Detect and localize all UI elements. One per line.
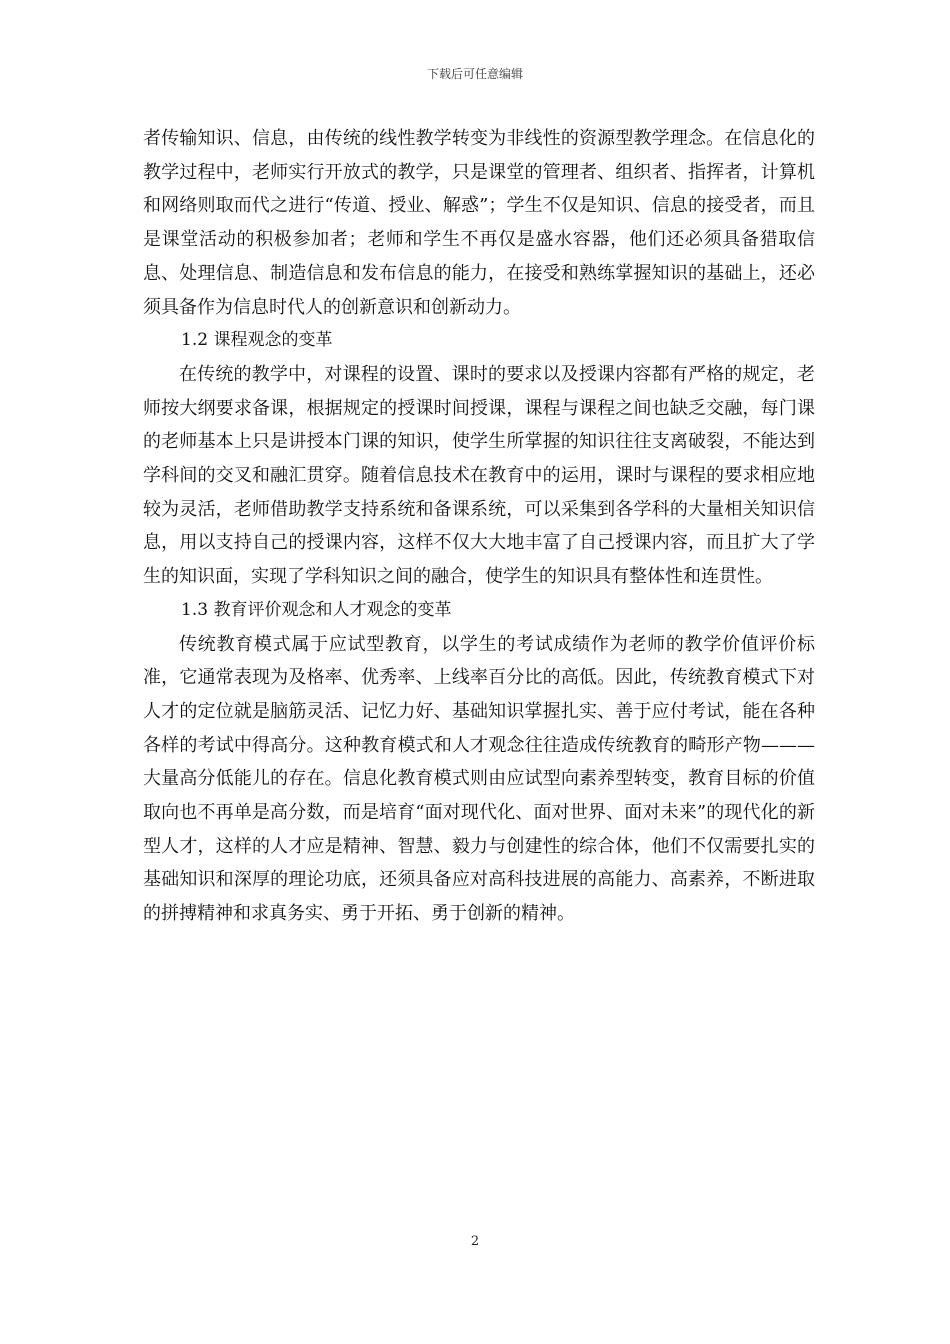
page-number: 2 <box>470 1234 480 1249</box>
document-body <box>143 122 815 931</box>
paragraph-curriculum: 在传统的教学中，对课程的设置、课时的要求以及授课内容都有严格的规定，老师按大纲要求备课，根据规定的授课时间授课，课程与课程之间也缺乏交融，每门课的老师基本上只是讲授本门课的知识，使学生所掌握的知识往往支离破裂，不能达到学科间的交叉和融汇贯穿。随着信息技术在教育中的运用，课时与课程的要求相应地较为灵活，老师借助教学支持系统和备课系统，可以采集到各学科的大量相关知识信息，用以支持自己的授课内容，这样不仅大大地丰富了自己授课内容，而且扩大了学生的知识面，实现了学科知识之间的融合，使学生的知识具有整体性和连贯性。 <box>143 363 815 588</box>
paragraph-evaluation: 传统教育模式属于应试型教育，以学生的考试成绩作为老师的教学价值评价标准，它通常表现为及格率、优秀率、上线率百分比的高低。因此，传统教育模式下对人才的定位就是脑筋灵活、记忆力好、基础知识掌握扎实、善于应付考试，能在各种各样的考试中得高分。这种教育模式和人才观念往往造成传统教育的畸形产物———大量高分低能儿的存在。信息化教育模式则由应试型向素养型转变，教育目标的价值取向也不再单是高分数，而是培育“面对现代化、面对世界、面对未来”的现代化的新型人才，这样的人才应是精神、智慧、毅力与创建性的综合体，他们不仅需要扎实的基础知识和深厚的理论功底，还须具备应对高科技进展的高能力、高素养，不断进取的拼搏精神和求真务实、勇于开拓、勇于创新的精神。 <box>143 633 815 925</box>
page-header: 下载后可任意编辑 <box>426 67 523 81</box>
section-heading-1-3: 1.3 教育评价观念和人才观念的变革 <box>181 599 452 620</box>
section-heading-1-2: 1.2 课程观念的变革 <box>181 330 333 351</box>
paragraph-continuation: 者传输知识、信息，由传统的线性教学转变为非线性的资源型教学理念。在信息化的教学过程中，老师实行开放式的教学，只是课堂的管理者、组织者、指挥者，计算机和网络则取而代之进行“传道、授业、解惑”；学生不仅是知识、信息的接受者，而且是课堂活动的积极参加者；老师和学生不再仅是盛水容器，他们还必须具备猎取信息、处理信息、制造信息和发布信息的能力，在接受和熟练掌握知识的基础上，还必须具备作为信息时代人的创新意识和创新动力。 <box>143 128 815 318</box>
